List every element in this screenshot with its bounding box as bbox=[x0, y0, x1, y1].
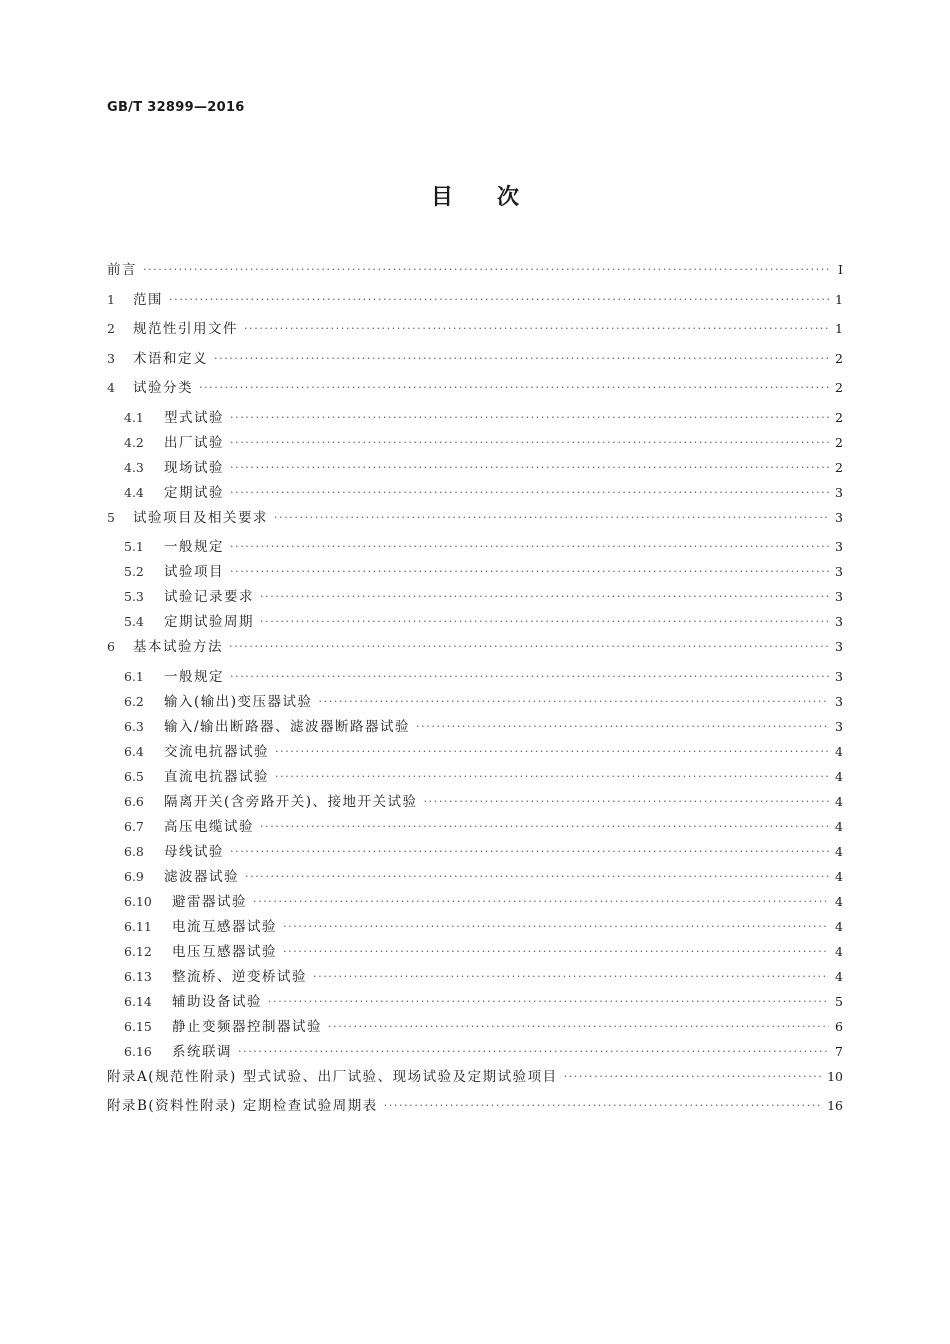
toc-entry-number: 6.6 bbox=[124, 793, 144, 809]
toc-entry-page: 3 bbox=[835, 539, 843, 554]
toc-entry[interactable] bbox=[107, 431, 843, 456]
toc-entry-number: 6 bbox=[107, 639, 115, 654]
toc-entry-label: 直流电抗器试验 bbox=[164, 768, 269, 785]
dot-leader bbox=[229, 640, 829, 653]
dot-leader bbox=[564, 1070, 824, 1083]
toc-entry-label: 试验分类 bbox=[133, 380, 193, 396]
toc-entry[interactable] bbox=[107, 940, 843, 965]
dot-leader bbox=[319, 695, 829, 708]
toc-entry-page: 4 bbox=[835, 768, 843, 784]
dot-leader bbox=[328, 1020, 829, 1033]
dot-leader bbox=[384, 1099, 823, 1112]
toc-entry-label: 附录B(资料性附录) 定期检查试验周期表 bbox=[107, 1098, 378, 1114]
toc-entry-label: 交流电抗器试验 bbox=[164, 743, 269, 760]
dot-leader bbox=[230, 670, 829, 683]
toc-entry-label: 电压互感器试验 bbox=[172, 943, 277, 960]
toc-entry-page: 4 bbox=[835, 943, 843, 959]
toc-entry[interactable] bbox=[107, 1065, 843, 1095]
toc-entry-number: 3 bbox=[107, 350, 115, 366]
toc-entry-page: 6 bbox=[835, 1018, 843, 1034]
toc-entry-page: 3 bbox=[835, 668, 843, 684]
dot-leader bbox=[253, 895, 829, 908]
toc-entry[interactable] bbox=[107, 560, 843, 585]
toc-entry[interactable] bbox=[107, 456, 843, 481]
dot-leader bbox=[244, 322, 829, 335]
toc-entry[interactable] bbox=[107, 690, 843, 715]
toc-entry-label: 高压电缆试验 bbox=[164, 818, 254, 835]
toc-entry-number: 6.2 bbox=[124, 693, 144, 709]
toc-entry-number: 6.8 bbox=[124, 843, 144, 859]
dot-leader bbox=[169, 293, 829, 306]
toc-entry[interactable] bbox=[107, 790, 843, 815]
toc-entry-label: 现场试验 bbox=[164, 459, 224, 476]
toc-entry-label: 出厂试验 bbox=[164, 434, 224, 451]
toc-entry-label: 一般规定 bbox=[164, 668, 224, 685]
toc-entry-number: 6.3 bbox=[124, 718, 144, 734]
toc-entry-label: 附录A(规范性附录) 型式试验、出厂试验、现场试验及定期试验项目 bbox=[107, 1068, 558, 1085]
toc-entry[interactable] bbox=[107, 815, 843, 840]
dot-leader bbox=[245, 870, 829, 883]
toc-entry-label: 输入/输出断路器、滤波器断路器试验 bbox=[164, 718, 411, 735]
dot-leader bbox=[424, 795, 829, 808]
toc-entry-page: 2 bbox=[835, 434, 843, 450]
toc-entry-label: 避雷器试验 bbox=[172, 893, 247, 910]
toc-entry[interactable] bbox=[107, 715, 843, 740]
toc-entry-label: 定期试验 bbox=[164, 484, 224, 501]
standard-code: GB/T 32899—2016 bbox=[107, 100, 245, 115]
toc-entry-label: 辅助设备试验 bbox=[172, 993, 262, 1010]
toc-entry-number: 4.4 bbox=[124, 484, 144, 500]
toc-entry-page: 4 bbox=[835, 968, 843, 984]
toc-entry-page: 4 bbox=[835, 918, 843, 934]
toc-entry[interactable] bbox=[107, 915, 843, 940]
toc-entry-number: 4.1 bbox=[124, 409, 144, 425]
toc-entry-page: 3 bbox=[835, 589, 843, 604]
toc-entry[interactable] bbox=[107, 610, 843, 635]
dot-leader bbox=[275, 770, 829, 783]
dot-leader bbox=[260, 615, 829, 628]
toc-entry-page: 4 bbox=[835, 818, 843, 834]
dot-leader bbox=[274, 511, 829, 524]
toc-entry[interactable] bbox=[107, 990, 843, 1015]
toc-entry-label: 母线试验 bbox=[164, 843, 224, 860]
toc-entry-page: 4 bbox=[835, 868, 843, 884]
toc-entry-page: 2 bbox=[835, 459, 843, 475]
toc-entry[interactable] bbox=[107, 665, 843, 690]
toc-entry-label: 规范性引用文件 bbox=[133, 321, 238, 337]
toc-entry[interactable] bbox=[107, 535, 843, 560]
dot-leader bbox=[230, 461, 829, 474]
toc-entry-label: 输入(输出)变压器试验 bbox=[164, 693, 313, 710]
dot-leader bbox=[238, 1045, 829, 1058]
dot-leader bbox=[230, 411, 829, 424]
toc-entry-page: 1 bbox=[835, 321, 843, 336]
toc-entry-number: 6.10 bbox=[124, 893, 152, 909]
toc-entry-page: 4 bbox=[835, 793, 843, 809]
toc-entry-page: 16 bbox=[827, 1098, 843, 1113]
toc-entry-number: 4.3 bbox=[124, 459, 144, 475]
toc-entry-label: 型式试验 bbox=[164, 409, 224, 426]
toc-entry-page: 2 bbox=[835, 409, 843, 425]
dot-leader bbox=[283, 945, 829, 958]
dot-leader bbox=[199, 381, 829, 394]
toc-entry[interactable] bbox=[107, 865, 843, 890]
toc-entry-label: 静止变频器控制器试验 bbox=[172, 1018, 322, 1035]
toc-entry[interactable] bbox=[107, 376, 843, 406]
toc-entry-number: 6.4 bbox=[124, 743, 144, 759]
toc-entry-number: 5.2 bbox=[124, 564, 144, 579]
dot-leader bbox=[260, 590, 829, 603]
toc-entry-number: 2 bbox=[107, 321, 115, 336]
toc-entry-label: 前言 bbox=[107, 262, 137, 278]
toc-entry[interactable] bbox=[107, 288, 843, 318]
dot-leader bbox=[275, 745, 829, 758]
dot-leader bbox=[313, 970, 829, 983]
toc-entry[interactable] bbox=[107, 1040, 843, 1065]
toc-entry-page: 10 bbox=[827, 1068, 843, 1084]
toc-entry-label: 滤波器试验 bbox=[164, 868, 239, 885]
toc-entry[interactable] bbox=[107, 890, 843, 915]
dot-leader bbox=[260, 820, 829, 833]
toc-entry-page: 1 bbox=[835, 291, 843, 307]
toc-entry-number: 6.7 bbox=[124, 818, 144, 834]
toc-entry-number: 6.11 bbox=[124, 918, 152, 934]
toc-entry[interactable] bbox=[107, 840, 843, 865]
toc-entry[interactable] bbox=[107, 765, 843, 790]
dot-leader bbox=[283, 920, 829, 933]
toc-entry-page: 3 bbox=[835, 564, 843, 579]
toc-entry-page: 5 bbox=[835, 993, 843, 1009]
dot-leader bbox=[214, 352, 829, 365]
toc-entry-number: 1 bbox=[107, 291, 115, 307]
toc-entry[interactable] bbox=[107, 347, 843, 377]
toc-entry[interactable] bbox=[107, 635, 843, 665]
toc-entry-page: Ⅰ bbox=[838, 262, 843, 277]
toc-entry-label: 系统联调 bbox=[172, 1043, 232, 1060]
toc-entry-page: 7 bbox=[835, 1043, 843, 1059]
toc-entry-number: 5.1 bbox=[124, 539, 144, 554]
toc-entry-number: 6.1 bbox=[124, 668, 144, 684]
toc-entry[interactable] bbox=[107, 406, 843, 431]
toc-entry-label: 术语和定义 bbox=[133, 350, 208, 367]
toc-entry-number: 5.4 bbox=[124, 614, 144, 629]
toc-entry-number: 5 bbox=[107, 509, 115, 525]
toc-entry-page: 3 bbox=[835, 484, 843, 500]
dot-leader bbox=[143, 263, 829, 276]
page-title: 目次 bbox=[430, 185, 563, 210]
toc-entry-page: 4 bbox=[835, 743, 843, 759]
toc-entry-label: 试验记录要求 bbox=[164, 589, 254, 605]
table-of-contents bbox=[107, 258, 843, 1124]
dot-leader bbox=[416, 720, 829, 733]
dot-leader bbox=[230, 486, 829, 499]
toc-entry-number: 5.3 bbox=[124, 589, 144, 604]
toc-entry-label: 一般规定 bbox=[164, 539, 224, 555]
toc-entry-number: 4.2 bbox=[124, 434, 144, 450]
toc-entry[interactable] bbox=[107, 585, 843, 610]
toc-entry[interactable] bbox=[107, 740, 843, 765]
toc-entry[interactable] bbox=[107, 258, 843, 288]
toc-entry[interactable] bbox=[107, 965, 843, 990]
toc-entry-number: 6.12 bbox=[124, 943, 152, 959]
toc-entry-label: 整流桥、逆变桥试验 bbox=[172, 968, 307, 985]
dot-leader bbox=[230, 845, 829, 858]
toc-entry[interactable] bbox=[107, 317, 843, 347]
toc-entry[interactable] bbox=[107, 1015, 843, 1040]
toc-entry[interactable] bbox=[107, 506, 843, 536]
toc-entry-page: 4 bbox=[835, 843, 843, 859]
toc-entry-label: 试验项目及相关要求 bbox=[133, 509, 268, 526]
toc-entry-number: 4 bbox=[107, 380, 115, 395]
toc-entry-number: 6.5 bbox=[124, 768, 144, 784]
toc-entry-number: 6.14 bbox=[124, 993, 152, 1009]
toc-entry-page: 3 bbox=[835, 693, 843, 709]
dot-leader bbox=[230, 540, 829, 553]
toc-entry-page: 2 bbox=[835, 380, 843, 395]
toc-entry-number: 6.13 bbox=[124, 968, 152, 984]
toc-entry-label: 定期试验周期 bbox=[164, 614, 254, 630]
dot-leader bbox=[268, 995, 829, 1008]
toc-entry-label: 范围 bbox=[133, 291, 163, 308]
toc-entry-page: 2 bbox=[835, 350, 843, 366]
toc-entry-page: 3 bbox=[835, 718, 843, 734]
toc-entry-page: 4 bbox=[835, 893, 843, 909]
toc-entry-page: 3 bbox=[835, 639, 843, 654]
toc-entry-label: 基本试验方法 bbox=[133, 639, 223, 655]
toc-entry-page: 3 bbox=[835, 614, 843, 629]
dot-leader bbox=[230, 565, 829, 578]
dot-leader bbox=[230, 436, 829, 449]
toc-entry-label: 试验项目 bbox=[164, 564, 224, 580]
toc-entry-label: 隔离开关(含旁路开关)、接地开关试验 bbox=[164, 793, 418, 810]
toc-entry-number: 6.9 bbox=[124, 868, 144, 884]
toc-entry-page: 3 bbox=[835, 509, 843, 525]
toc-entry[interactable] bbox=[107, 1094, 843, 1124]
toc-entry-number: 6.15 bbox=[124, 1018, 152, 1034]
toc-entry[interactable] bbox=[107, 481, 843, 506]
toc-entry-number: 6.16 bbox=[124, 1043, 152, 1059]
toc-entry-label: 电流互感器试验 bbox=[172, 918, 277, 935]
